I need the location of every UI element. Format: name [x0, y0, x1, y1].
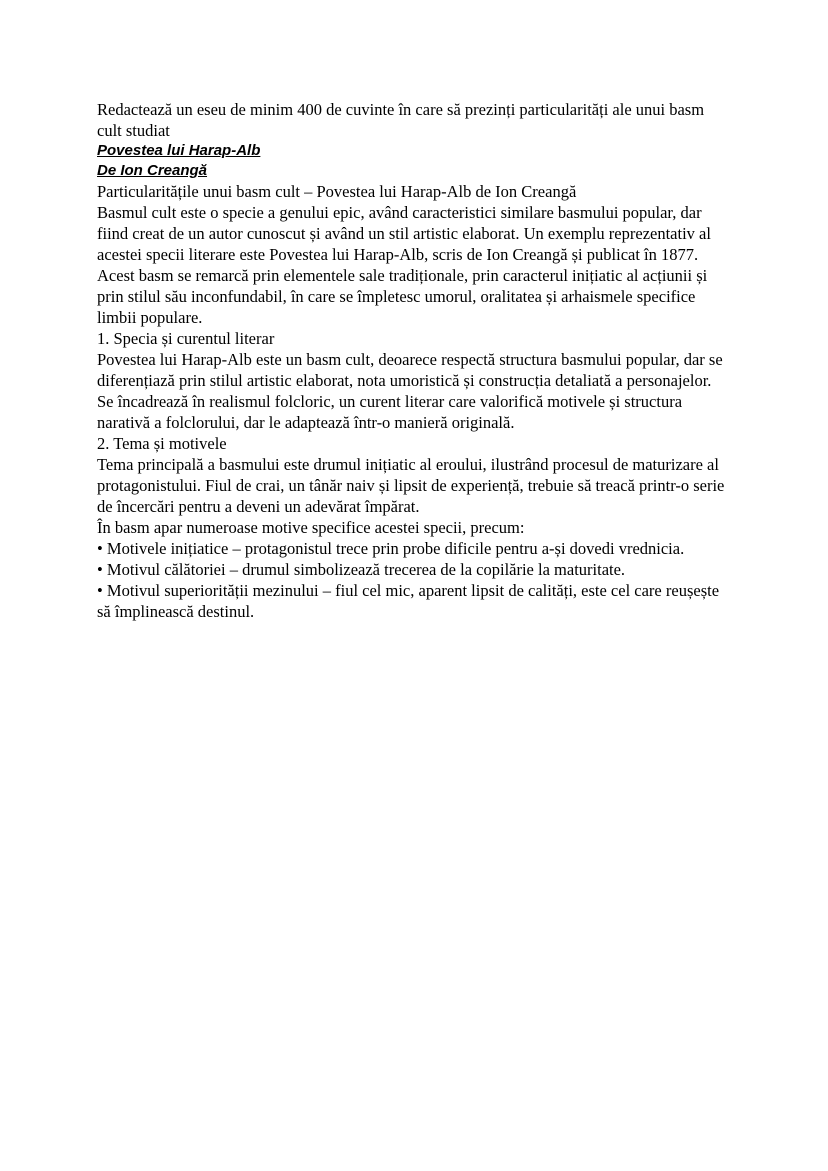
document-title: Povestea lui Harap-Alb: [97, 142, 261, 159]
intro-paragraph: Basmul cult este o specie a genului epic, având caracteristici similare basmului popular, dar fiind creat de un autor cunoscut și având un stil artistic elaborat. Un exemplu reprezentativ al acestei specii literare este Povestea lui Harap-Alb, scris de Ion Creangă și publicat în 1877. Acest basm se remarcă prin elementele sale tradiționale, prin caracterul inițiatic al acțiunii și prin stilul său inconfundabil, în care se împletesc umorul, oralitatea și arhaismele specifice limbii populare.: [97, 203, 711, 327]
section-1-heading: 1. Specia și curentul literar: [97, 329, 275, 348]
bullet-item: • Motivele inițiatice – protagonistul trece prin probe dificile pentru a-și dovedi vrednicia.: [97, 539, 685, 558]
section-2-heading: 2. Tema și motivele: [97, 434, 227, 453]
bullet-item: • Motivul călătoriei – drumul simbolizează trecerea de la copilărie la maturitate.: [97, 560, 626, 579]
document-author-line: De Ion Creangă: [97, 162, 208, 179]
section-2-paragraph-1: Tema principală a basmului este drumul inițiatic al eroului, ilustrând procesul de maturizare al protagonistului. Fiul de crai, un tânăr naiv și lipsit de experiență, trebuie să treacă printr-o serie de încercări pentru a deveni un adevărat împărat.: [97, 455, 725, 516]
section-2-paragraph-2: În basm apar numeroase motive specifice acestei specii, precum:: [97, 518, 525, 537]
bullet-item: • Motivul superiorității mezinului – fiul cel mic, aparent lipsit de calități, este cel care reușește să împlinească destinul.: [97, 581, 720, 621]
essay-prompt: Redactează un eseu de minim 400 de cuvinte în care să prezinți particularități ale unui basm cult studiat: [97, 100, 705, 140]
essay-heading: Particularitățile unui basm cult – Povestea lui Harap-Alb de Ion Creangă: [97, 182, 577, 201]
section-1-paragraph: Povestea lui Harap-Alb este un basm cult, deoarece respectă structura basmului popular, dar se diferențiază prin stilul artistic elaborat, nota umoristică și construcția detaliată a personajelor. Se încadrează în realismul folcloric, un curent literar care valorifică motivele și structura narativă a folclorului, dar le adaptează într-o manieră originală.: [97, 350, 723, 432]
